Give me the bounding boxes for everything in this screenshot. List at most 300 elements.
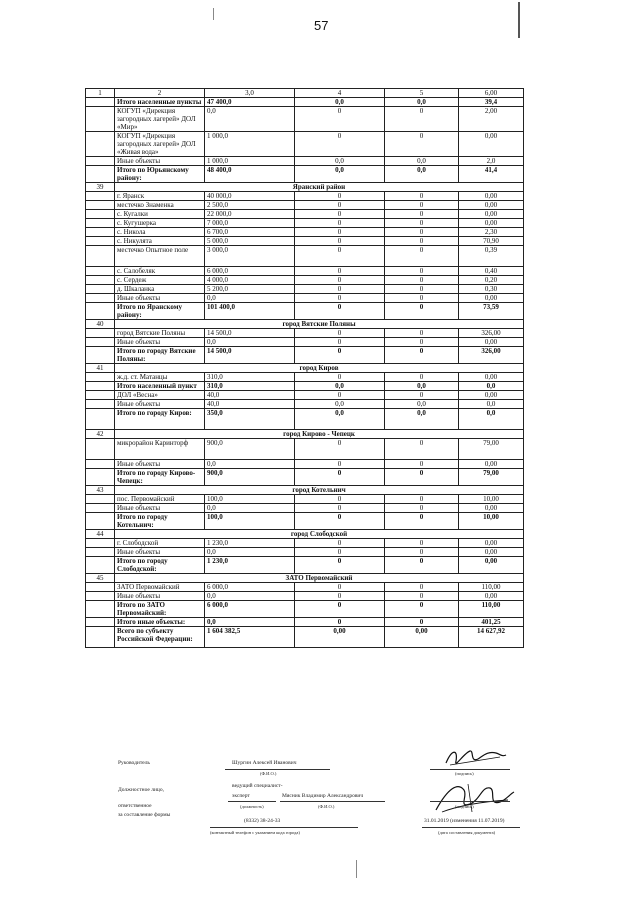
- settlement-name-cell: Итого населенные пункты: [115, 98, 205, 107]
- value-cell: 0: [385, 513, 459, 530]
- value-cell: 0: [295, 460, 385, 469]
- value-cell: 0,0: [385, 400, 459, 409]
- value-cell: 0: [385, 228, 459, 237]
- value-cell: 10,00: [459, 513, 524, 530]
- value-cell: 0,0: [295, 157, 385, 166]
- resp-position-2: эксперт: [232, 793, 250, 799]
- resp-name-caption: (Ф.И.О.): [318, 804, 335, 809]
- row-number-cell: [86, 166, 115, 183]
- value-cell: 4 000,0: [205, 276, 295, 285]
- value-cell: 0,0: [295, 409, 385, 430]
- phone-line: [210, 827, 358, 828]
- value-cell: 0: [385, 329, 459, 338]
- settlement-name-cell: Иные объекты: [115, 157, 205, 166]
- settlement-name-cell: Итого по городу Киров:: [115, 409, 205, 430]
- value-cell: 7 000,0: [205, 219, 295, 228]
- value-cell: 0: [295, 192, 385, 201]
- value-cell: 0: [385, 460, 459, 469]
- table-row: [86, 246, 524, 267]
- settlement-name-cell: ЗАТО Первомайский: [115, 583, 205, 592]
- value-cell: 0,0: [205, 338, 295, 347]
- value-cell: 0,40: [459, 267, 524, 276]
- row-number-cell: [86, 246, 115, 267]
- value-cell: 0,30: [459, 285, 524, 294]
- value-cell: 1 000,0: [205, 157, 295, 166]
- row-number-cell: [86, 504, 115, 513]
- value-cell: 0,00: [459, 210, 524, 219]
- settlement-name-cell: Иные объекты: [115, 294, 205, 303]
- row-number-cell: [86, 303, 115, 320]
- value-cell: 6 000,0: [205, 601, 295, 618]
- value-cell: 900,0: [205, 439, 295, 460]
- value-cell: 0: [385, 495, 459, 504]
- value-cell: 0: [295, 228, 385, 237]
- value-cell: 0: [385, 557, 459, 574]
- total-row: [86, 618, 524, 627]
- table-row: [86, 400, 524, 409]
- value-cell: 79,00: [459, 469, 524, 486]
- value-cell: 0,00: [385, 627, 459, 648]
- settlement-name-cell: Итого по городу Слободской:: [115, 557, 205, 574]
- table-header-row: [86, 89, 524, 98]
- value-cell: 0: [295, 601, 385, 618]
- settlement-name-cell: с. Кугалки: [115, 210, 205, 219]
- value-cell: 14 500,0: [205, 347, 295, 364]
- table-row: [86, 373, 524, 382]
- value-cell: 0,0: [459, 409, 524, 430]
- value-cell: 79,00: [459, 439, 524, 460]
- region-number: 42: [86, 430, 115, 439]
- row-number-cell: [86, 276, 115, 285]
- region-name: Яранский район: [115, 183, 524, 192]
- phone: (8332) 38-24-33: [244, 818, 281, 824]
- table-row: [86, 219, 524, 228]
- value-cell: 0: [295, 210, 385, 219]
- table-row: [86, 192, 524, 201]
- settlement-name-cell: Итого по Юрьянскому району:: [115, 166, 205, 183]
- value-cell: 6 700,0: [205, 228, 295, 237]
- value-cell: 70,90: [459, 237, 524, 246]
- settlement-name-cell: Иные объекты: [115, 400, 205, 409]
- settlement-name-cell: ДОЛ «Веснa»: [115, 391, 205, 400]
- settlement-name-cell: д. Шкаланка: [115, 285, 205, 294]
- value-cell: 0: [295, 107, 385, 132]
- value-cell: 0: [295, 201, 385, 210]
- settlement-name-cell: Всего по субъекту Российской Федерации:: [115, 627, 205, 648]
- table-row: [86, 539, 524, 548]
- value-cell: 0,00: [459, 557, 524, 574]
- value-cell: 0: [385, 285, 459, 294]
- region-header-row: [86, 530, 524, 539]
- region-number: 39: [86, 183, 115, 192]
- settlement-name-cell: с. Никола: [115, 228, 205, 237]
- settlement-name-cell: Иные объекты: [115, 548, 205, 557]
- settlement-name-cell: Итого по Яранскому району:: [115, 303, 205, 320]
- value-cell: 0: [385, 132, 459, 157]
- value-cell: 0: [385, 347, 459, 364]
- value-cell: 0: [295, 338, 385, 347]
- table-row: [86, 548, 524, 557]
- settlement-name-cell: Иные объекты: [115, 338, 205, 347]
- total-row: [86, 627, 524, 648]
- value-cell: 1 230,0: [205, 539, 295, 548]
- resp-label-1: Должностное лицо,: [118, 787, 164, 793]
- row-number-cell: [86, 338, 115, 347]
- scan-artifact: [213, 8, 214, 20]
- region-name: город Котельнич: [115, 486, 524, 495]
- resp-name-line: [280, 801, 385, 802]
- region-header-row: [86, 183, 524, 192]
- region-number: 40: [86, 320, 115, 329]
- value-cell: 0: [295, 294, 385, 303]
- value-cell: 0,0: [385, 382, 459, 391]
- row-number-cell: [86, 439, 115, 460]
- value-cell: 2,0: [459, 157, 524, 166]
- settlement-name-cell: Итого по ЗАТО Первомайский:: [115, 601, 205, 618]
- settlement-name-cell: Итого населенный пункт: [115, 382, 205, 391]
- settlement-name-cell: город Вятские Поляны: [115, 329, 205, 338]
- row-number-cell: [86, 618, 115, 627]
- settlement-name-cell: микрорайон Каринторф: [115, 439, 205, 460]
- resp-name: Мясник Владимир Александрович: [282, 793, 364, 799]
- value-cell: 0,00: [459, 338, 524, 347]
- value-cell: 110,00: [459, 583, 524, 592]
- row-number-cell: [86, 601, 115, 618]
- row-number-cell: [86, 460, 115, 469]
- value-cell: 2,00: [459, 107, 524, 132]
- value-cell: 0,0: [295, 98, 385, 107]
- value-cell: 0,00: [459, 460, 524, 469]
- row-number-cell: [86, 219, 115, 228]
- total-row: [86, 303, 524, 320]
- value-cell: 100,0: [205, 513, 295, 530]
- value-cell: 0: [295, 373, 385, 382]
- region-number: 43: [86, 486, 115, 495]
- value-cell: 0,0: [385, 166, 459, 183]
- row-number-cell: [86, 157, 115, 166]
- value-cell: 0,0: [205, 548, 295, 557]
- table-row: [86, 267, 524, 276]
- value-cell: 0,0: [385, 409, 459, 430]
- value-cell: 326,00: [459, 329, 524, 338]
- settlement-name-cell: КОГУП «Дирекция загородных лагерей» ДОЛ «Мир»: [115, 107, 205, 132]
- value-cell: 1 230,0: [205, 557, 295, 574]
- value-cell: 0: [385, 548, 459, 557]
- value-cell: 350,0: [205, 409, 295, 430]
- value-cell: 0,0: [205, 592, 295, 601]
- value-cell: 73,59: [459, 303, 524, 320]
- table-row: [86, 338, 524, 347]
- date: 31.01.2019 (изменения 11.07.2019): [424, 818, 505, 824]
- value-cell: 10,00: [459, 495, 524, 504]
- table-row: [86, 228, 524, 237]
- value-cell: 0: [295, 439, 385, 460]
- value-cell: 22 000,0: [205, 210, 295, 219]
- row-number-cell: [86, 294, 115, 303]
- row-number-cell: [86, 192, 115, 201]
- total-row: [86, 601, 524, 618]
- value-cell: 110,00: [459, 601, 524, 618]
- settlement-name-cell: Иные объекты: [115, 592, 205, 601]
- value-cell: 0: [385, 192, 459, 201]
- value-cell: 0,0: [459, 400, 524, 409]
- value-cell: 5 000,0: [205, 237, 295, 246]
- column-number-cell: 6,00: [459, 89, 524, 98]
- settlement-name-cell: КОГУП «Дирекция загородных лагерей» ДОЛ «Живая вода»: [115, 132, 205, 157]
- value-cell: 100,0: [205, 495, 295, 504]
- value-cell: 1 000,0: [205, 132, 295, 157]
- region-number: 41: [86, 364, 115, 373]
- settlement-name-cell: с. Никулята: [115, 237, 205, 246]
- row-number-cell: [86, 329, 115, 338]
- value-cell: 326,00: [459, 347, 524, 364]
- row-number-cell: [86, 267, 115, 276]
- region-name: город Слободской: [115, 530, 524, 539]
- resp-position-1: ведущий специалист-: [232, 783, 283, 789]
- region-name: город Кирово - Чепецк: [115, 430, 524, 439]
- value-cell: 2,30: [459, 228, 524, 237]
- value-cell: 401,25: [459, 618, 524, 627]
- date-line: [422, 827, 520, 828]
- value-cell: 47 400,0: [205, 98, 295, 107]
- row-number-cell: [86, 201, 115, 210]
- value-cell: 0: [295, 592, 385, 601]
- value-cell: 0: [385, 504, 459, 513]
- value-cell: 0,0: [295, 166, 385, 183]
- row-number-cell: [86, 132, 115, 157]
- value-cell: 0,0: [295, 400, 385, 409]
- resp-signature-icon: [428, 778, 518, 818]
- value-cell: 0,00: [459, 592, 524, 601]
- value-cell: 0: [295, 285, 385, 294]
- row-number-cell: [86, 228, 115, 237]
- value-cell: 3 000,0: [205, 246, 295, 267]
- table-row: [86, 495, 524, 504]
- region-name: ЗАТО Первомайский: [115, 574, 524, 583]
- value-cell: 310,0: [205, 382, 295, 391]
- row-number-cell: [86, 347, 115, 364]
- value-cell: 0,0: [459, 382, 524, 391]
- value-cell: 0: [295, 539, 385, 548]
- total-row: [86, 347, 524, 364]
- value-cell: 0: [295, 469, 385, 486]
- row-number-cell: [86, 539, 115, 548]
- value-cell: 0: [295, 267, 385, 276]
- settlement-name-cell: Итого по городу Кирово-Чепецк:: [115, 469, 205, 486]
- settlement-name-cell: Итого по городу Вятские Поляны:: [115, 347, 205, 364]
- table-row: [86, 201, 524, 210]
- value-cell: 0: [295, 583, 385, 592]
- column-number-cell: 4: [295, 89, 385, 98]
- table-row: [86, 132, 524, 157]
- value-cell: 0,00: [459, 201, 524, 210]
- head-signature-icon: [440, 745, 510, 771]
- value-cell: 14 500,0: [205, 329, 295, 338]
- value-cell: 0: [385, 618, 459, 627]
- row-number-cell: [86, 391, 115, 400]
- row-number-cell: [86, 409, 115, 430]
- value-cell: 0,0: [205, 460, 295, 469]
- value-cell: 900,0: [205, 469, 295, 486]
- table-row: [86, 592, 524, 601]
- settlement-name-cell: ж.д. ст. Матанцы: [115, 373, 205, 382]
- value-cell: 0: [385, 210, 459, 219]
- region-name: город Киров: [115, 364, 524, 373]
- value-cell: 0: [295, 246, 385, 267]
- value-cell: 0: [385, 267, 459, 276]
- total-row: [86, 382, 524, 391]
- row-number-cell: [86, 513, 115, 530]
- table-row: [86, 391, 524, 400]
- value-cell: 0: [295, 303, 385, 320]
- row-number-cell: [86, 469, 115, 486]
- value-cell: 0: [295, 132, 385, 157]
- scan-artifact: [356, 860, 357, 878]
- value-cell: 0,0: [295, 382, 385, 391]
- region-header-row: [86, 364, 524, 373]
- value-cell: 2 500,0: [205, 201, 295, 210]
- value-cell: 0,0: [205, 504, 295, 513]
- resp-label-2: ответственное: [118, 803, 152, 809]
- value-cell: 310,0: [205, 373, 295, 382]
- value-cell: 0: [295, 276, 385, 285]
- table-row: [86, 157, 524, 166]
- summary-table: [85, 88, 524, 648]
- row-number-cell: [86, 400, 115, 409]
- region-number: 44: [86, 530, 115, 539]
- value-cell: 0,00: [459, 132, 524, 157]
- table-row: [86, 329, 524, 338]
- total-row: [86, 557, 524, 574]
- region-name: город Вятские Поляны: [115, 320, 524, 329]
- settlement-name-cell: Итого по городу Котельнич:: [115, 513, 205, 530]
- value-cell: 0,00: [459, 294, 524, 303]
- settlement-name-cell: с. Сердеж: [115, 276, 205, 285]
- value-cell: 0: [385, 294, 459, 303]
- row-number-cell: [86, 557, 115, 574]
- value-cell: 0: [385, 539, 459, 548]
- head-label: Руководитель: [118, 760, 150, 766]
- row-number-cell: [86, 382, 115, 391]
- row-number-cell: [86, 285, 115, 294]
- row-number-cell: [86, 210, 115, 219]
- column-number-cell: 3,0: [205, 89, 295, 98]
- value-cell: 41,4: [459, 166, 524, 183]
- region-header-row: [86, 486, 524, 495]
- total-row: [86, 513, 524, 530]
- value-cell: 39,4: [459, 98, 524, 107]
- table-row: [86, 460, 524, 469]
- value-cell: 0,0: [205, 618, 295, 627]
- row-number-cell: [86, 548, 115, 557]
- total-row: [86, 409, 524, 430]
- region-number: 45: [86, 574, 115, 583]
- resp-label-3: за составление формы: [118, 812, 171, 818]
- value-cell: 6 000,0: [205, 583, 295, 592]
- table-row: [86, 504, 524, 513]
- total-row: [86, 166, 524, 183]
- value-cell: 0,0: [385, 98, 459, 107]
- value-cell: 0,00: [459, 373, 524, 382]
- value-cell: 0: [295, 618, 385, 627]
- settlement-name-cell: с. Салобеляк: [115, 267, 205, 276]
- settlement-name-cell: местечко Знаменка: [115, 201, 205, 210]
- value-cell: 0: [295, 219, 385, 228]
- value-cell: 0: [385, 338, 459, 347]
- row-number-cell: [86, 495, 115, 504]
- value-cell: 0: [295, 504, 385, 513]
- row-number-cell: [86, 237, 115, 246]
- value-cell: 6 000,0: [205, 267, 295, 276]
- value-cell: 0,00: [459, 391, 524, 400]
- value-cell: 1 604 382,5: [205, 627, 295, 648]
- page-number: 57: [314, 18, 329, 33]
- region-header-row: [86, 430, 524, 439]
- resp-position-line: [228, 801, 276, 802]
- settlement-name-cell: местечко Опытное поле: [115, 246, 205, 267]
- value-cell: 0: [295, 237, 385, 246]
- total-row: [86, 98, 524, 107]
- value-cell: 40 000,0: [205, 192, 295, 201]
- table-row: [86, 210, 524, 219]
- value-cell: 0,00: [459, 192, 524, 201]
- value-cell: 0: [295, 548, 385, 557]
- region-header-row: [86, 320, 524, 329]
- value-cell: 0: [385, 107, 459, 132]
- table-row: [86, 107, 524, 132]
- value-cell: 0: [385, 237, 459, 246]
- value-cell: 0,00: [459, 548, 524, 557]
- value-cell: 0: [385, 219, 459, 228]
- value-cell: 0,0: [385, 157, 459, 166]
- value-cell: 0: [295, 391, 385, 400]
- table-row: [86, 294, 524, 303]
- row-number-cell: [86, 373, 115, 382]
- head-sign-caption: (подпись): [455, 771, 474, 776]
- value-cell: 40,0: [205, 400, 295, 409]
- value-cell: 0,20: [459, 276, 524, 285]
- value-cell: 0: [295, 513, 385, 530]
- head-name-line: [225, 769, 330, 770]
- resp-position-caption: (должность): [240, 804, 264, 809]
- value-cell: 0,00: [459, 539, 524, 548]
- value-cell: 0: [295, 347, 385, 364]
- head-name: Шургин Алексей Иванович: [232, 760, 297, 766]
- value-cell: 5 200,0: [205, 285, 295, 294]
- settlement-name-cell: Иные объекты: [115, 460, 205, 469]
- value-cell: 0: [385, 246, 459, 267]
- value-cell: 0: [295, 329, 385, 338]
- value-cell: 0: [385, 276, 459, 285]
- value-cell: 40,0: [205, 391, 295, 400]
- row-number-cell: [86, 107, 115, 132]
- column-number-cell: 2: [115, 89, 205, 98]
- value-cell: 0: [295, 495, 385, 504]
- value-cell: 101 400,0: [205, 303, 295, 320]
- settlement-name-cell: г. Слободской: [115, 539, 205, 548]
- row-number-cell: [86, 592, 115, 601]
- value-cell: 0: [385, 583, 459, 592]
- value-cell: 0,00: [295, 627, 385, 648]
- value-cell: 0: [385, 592, 459, 601]
- value-cell: 48 400,0: [205, 166, 295, 183]
- value-cell: 0,0: [205, 107, 295, 132]
- settlement-name-cell: Итого иные объекты:: [115, 618, 205, 627]
- value-cell: 0: [385, 373, 459, 382]
- settlement-name-cell: Иные объекты: [115, 504, 205, 513]
- column-number-cell: 1: [86, 89, 115, 98]
- settlement-name-cell: с. Кугушерка: [115, 219, 205, 228]
